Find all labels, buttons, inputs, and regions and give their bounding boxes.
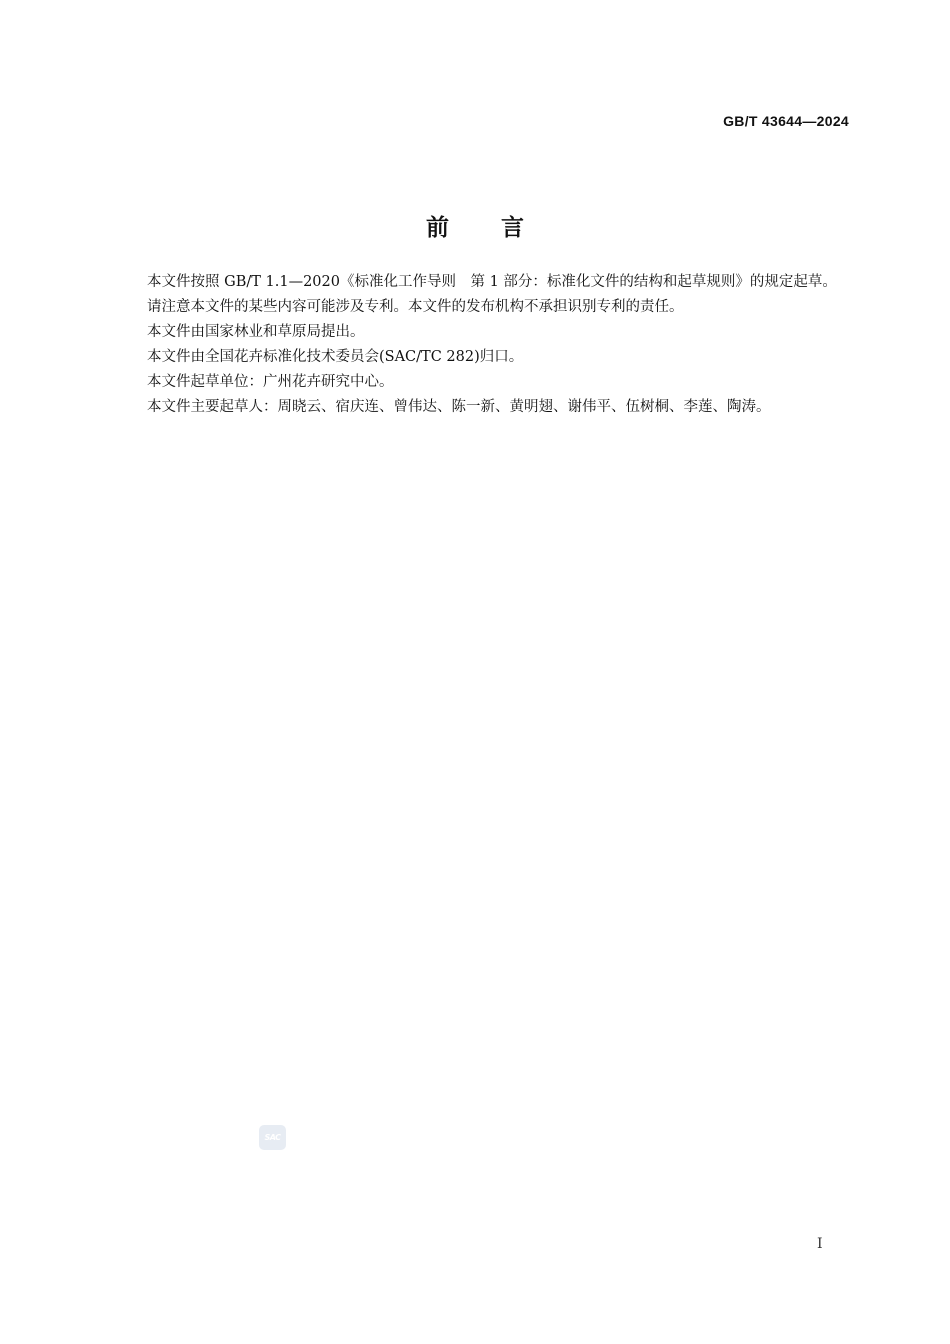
paragraph-drafting-unit: 本文件起草单位：广州花卉研究中心。 — [147, 374, 394, 390]
sac-logo-watermark — [259, 1125, 286, 1150]
page-title: 前言 — [426, 215, 576, 242]
paragraph-drafters: 本文件主要起草人：周晓云、宿庆连、曾伟达、陈一新、黄明翅、谢伟平、伍树桐、李莲、陶涛。 — [147, 399, 771, 415]
paragraph-committee: 本文件由全国花卉标准化技术委员会(SAC/TC 282)归口。 — [147, 349, 524, 365]
page-number: I — [817, 1236, 823, 1252]
standard-code: GB/T 43644—2024 — [723, 113, 849, 129]
paragraph-drafting-rules: 本文件按照 GB/T 1.1—2020《标准化工作导则 第 1 部分：标准化文件的结构和起草规则》的规定起草。 — [147, 274, 837, 290]
sac-logo-text: SAC — [264, 1133, 281, 1142]
paragraph-patent-notice: 请注意本文件的某些内容可能涉及专利。本文件的发布机构不承担识别专利的责任。 — [147, 299, 684, 315]
paragraph-proposer: 本文件由国家林业和草原局提出。 — [147, 324, 365, 340]
foreword-body — [114, 270, 850, 420]
